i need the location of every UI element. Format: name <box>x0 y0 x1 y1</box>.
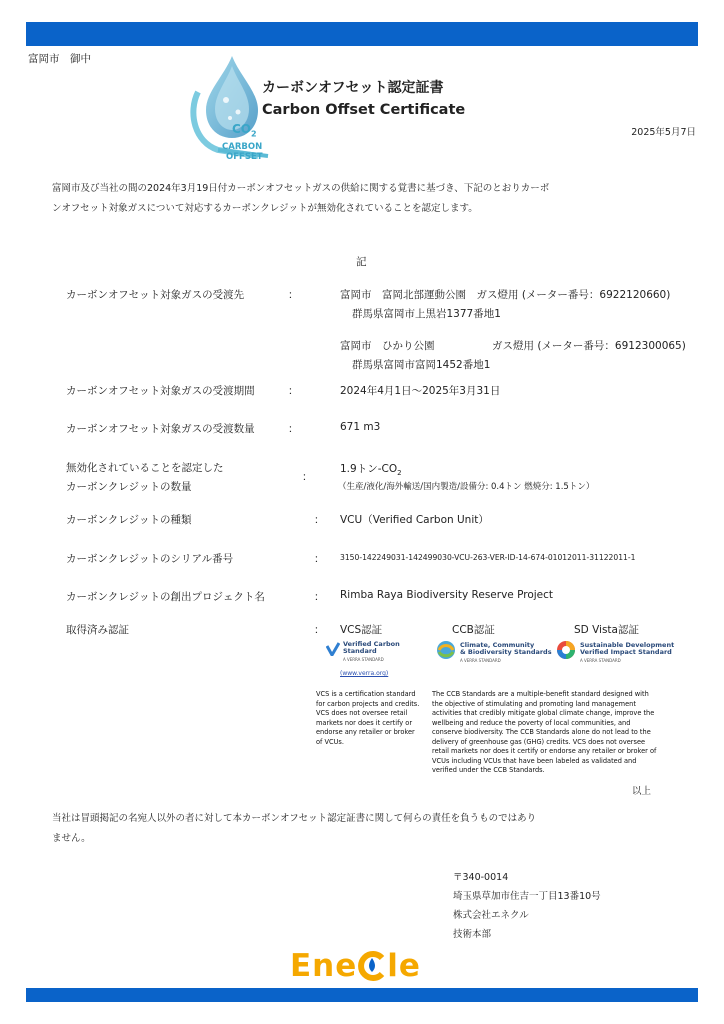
header-bar <box>26 22 698 46</box>
footer-bar <box>26 988 698 1002</box>
quantity-label: カーボンオフセット対象ガスの受渡数量 <box>66 423 255 435</box>
serial-value: 3150-142249031-142499030-VCU-263-VER-ID-14-674-01012011-31122011-1 <box>340 553 636 562</box>
vcs-check-icon <box>326 642 340 656</box>
vcs-title: VCS認証 <box>340 624 383 636</box>
credit-qty-value: 1.9トン$-CO_2$ <box>340 463 402 478</box>
issuer-address: 埼玉県草加市住吉一丁目13番10号 <box>453 891 601 902</box>
colon: ： <box>314 553 325 565</box>
delivery-2-name: 富岡市 ひかり公園 <box>340 340 435 352</box>
colon: ： <box>288 289 299 301</box>
quantity-value: 671 m3 <box>340 421 381 433</box>
disclaimer-line-1: 当社は冒頭掲記の名宛人以外の者に対して本カーボンオフセット認定証書に関して何らの責任を負うものではあり <box>52 813 537 824</box>
title-en: Carbon Offset Certificate <box>262 102 466 118</box>
enecle-logo: Ene le <box>290 948 421 984</box>
ccb-logo: Climate, Community & Biodiversity Standards A VERRA STANDARD <box>436 640 546 666</box>
serial-label: カーボンクレジットのシリアル番号 <box>66 553 234 565</box>
credit-qty-label-1: 無効化されていることを認定した <box>66 462 224 474</box>
issuer-dept: 技術本部 <box>453 929 492 940</box>
colon: ： <box>314 514 325 526</box>
title-jp: カーボンオフセット認定証書 <box>262 80 444 96</box>
ki-heading: 記 <box>356 256 367 268</box>
sdvista-wheel-icon <box>556 640 576 660</box>
delivery-1-address: 群馬県富岡市上黒岩1377番地1 <box>352 308 501 320</box>
ccb-description: The CCB Standards are a multiple-benefit standard designed with the objective of stimulating and promoting land management activities that credibly mitigate global climate change, improve the wellbeing and reduce the poverty of local communities, and conserve biodiversity. The CCB Standards alone do not lead to the delivery of greenhouse gas (GHG) credits. VCS does not oversee retail markets nor does it certify or endorse any retailer or broker of VCUs including VCUs that have been labeled as validated and verified under the CCB Standards. <box>432 690 657 774</box>
logo-carbon-text: CARBON <box>222 142 263 152</box>
logo-co2: $CO_2$ <box>232 122 257 139</box>
certs-label: 取得済み認証 <box>66 624 129 636</box>
colon: ： <box>314 591 325 603</box>
logo-offset-text: OFFSET <box>226 152 263 162</box>
delivery-label: カーボンオフセット対象ガスの受渡先 <box>66 289 245 301</box>
issuer-company: 株式会社エネクル <box>453 910 529 921</box>
period-value: 2024年4月1日～2025年3月31日 <box>340 385 501 397</box>
project-label: カーボンクレジットの創出プロジェクト名 <box>66 591 265 603</box>
intro-line-2: ンオフセット対象ガスについて対応するカーボンクレジットが無効化されていることを認定します。 <box>52 203 478 214</box>
enecle-c-flame-icon <box>357 950 387 982</box>
colon: ： <box>302 471 313 483</box>
credit-qty-detail: （生産/液化/海外輸送/国内製造/設備分: 0.4トン 燃焼分: 1.5トン） <box>338 482 595 492</box>
delivery-2-meter: ガス燈用 (メーター番号：6912300065) <box>492 340 686 352</box>
ccb-globe-icon <box>436 640 456 660</box>
vcs-description: VCS is a certification standard for carbon projects and credits. VCS does not oversee retail markets nor does it certify or endorse any retailer or broker of VCUs. <box>316 690 420 746</box>
delivery-1-name: 富岡市 富岡北部運動公園 ガス燈用 (メーター番号：6922120660) <box>340 289 671 301</box>
issue-date: 2025年5月7日 <box>631 127 696 138</box>
issuer-postal: 〒340-0014 <box>453 872 509 883</box>
sdvista-title: SD Vista認証 <box>574 624 639 636</box>
project-value: Rimba Raya Biodiversity Reserve Project <box>340 589 554 601</box>
colon: ： <box>288 423 299 435</box>
credit-qty-label-2: カーボンクレジットの数量 <box>66 481 192 493</box>
colon: ： <box>288 385 299 397</box>
type-value: VCU（Verified Carbon Unit） <box>340 514 489 526</box>
disclaimer-line-2: ません。 <box>52 833 91 844</box>
delivery-2-address: 群馬県富岡市富岡1452番地1 <box>352 359 491 371</box>
ccb-title: CCB認証 <box>452 624 495 636</box>
ijou: 以上 <box>632 786 652 797</box>
type-label: カーボンクレジットの種類 <box>66 514 192 526</box>
period-label: カーボンオフセット対象ガスの受渡期間 <box>66 385 255 397</box>
recipient: 富岡市 御中 <box>28 53 91 65</box>
colon: ： <box>314 624 325 636</box>
verra-link[interactable]: (www.verra.org) <box>340 670 389 677</box>
sdvista-logo: Sustainable Development Verified Impact Standard A VERRA STANDARD <box>556 640 666 666</box>
intro-line-1: 富岡市及び当社の間の2024年3月19日付カーボンオフセットガスの供給に関する覚書に基づき、下記のとおりカーボ <box>52 183 550 194</box>
vcs-logo: Verified Carbon Standard A VERRA STANDARD <box>326 640 406 666</box>
